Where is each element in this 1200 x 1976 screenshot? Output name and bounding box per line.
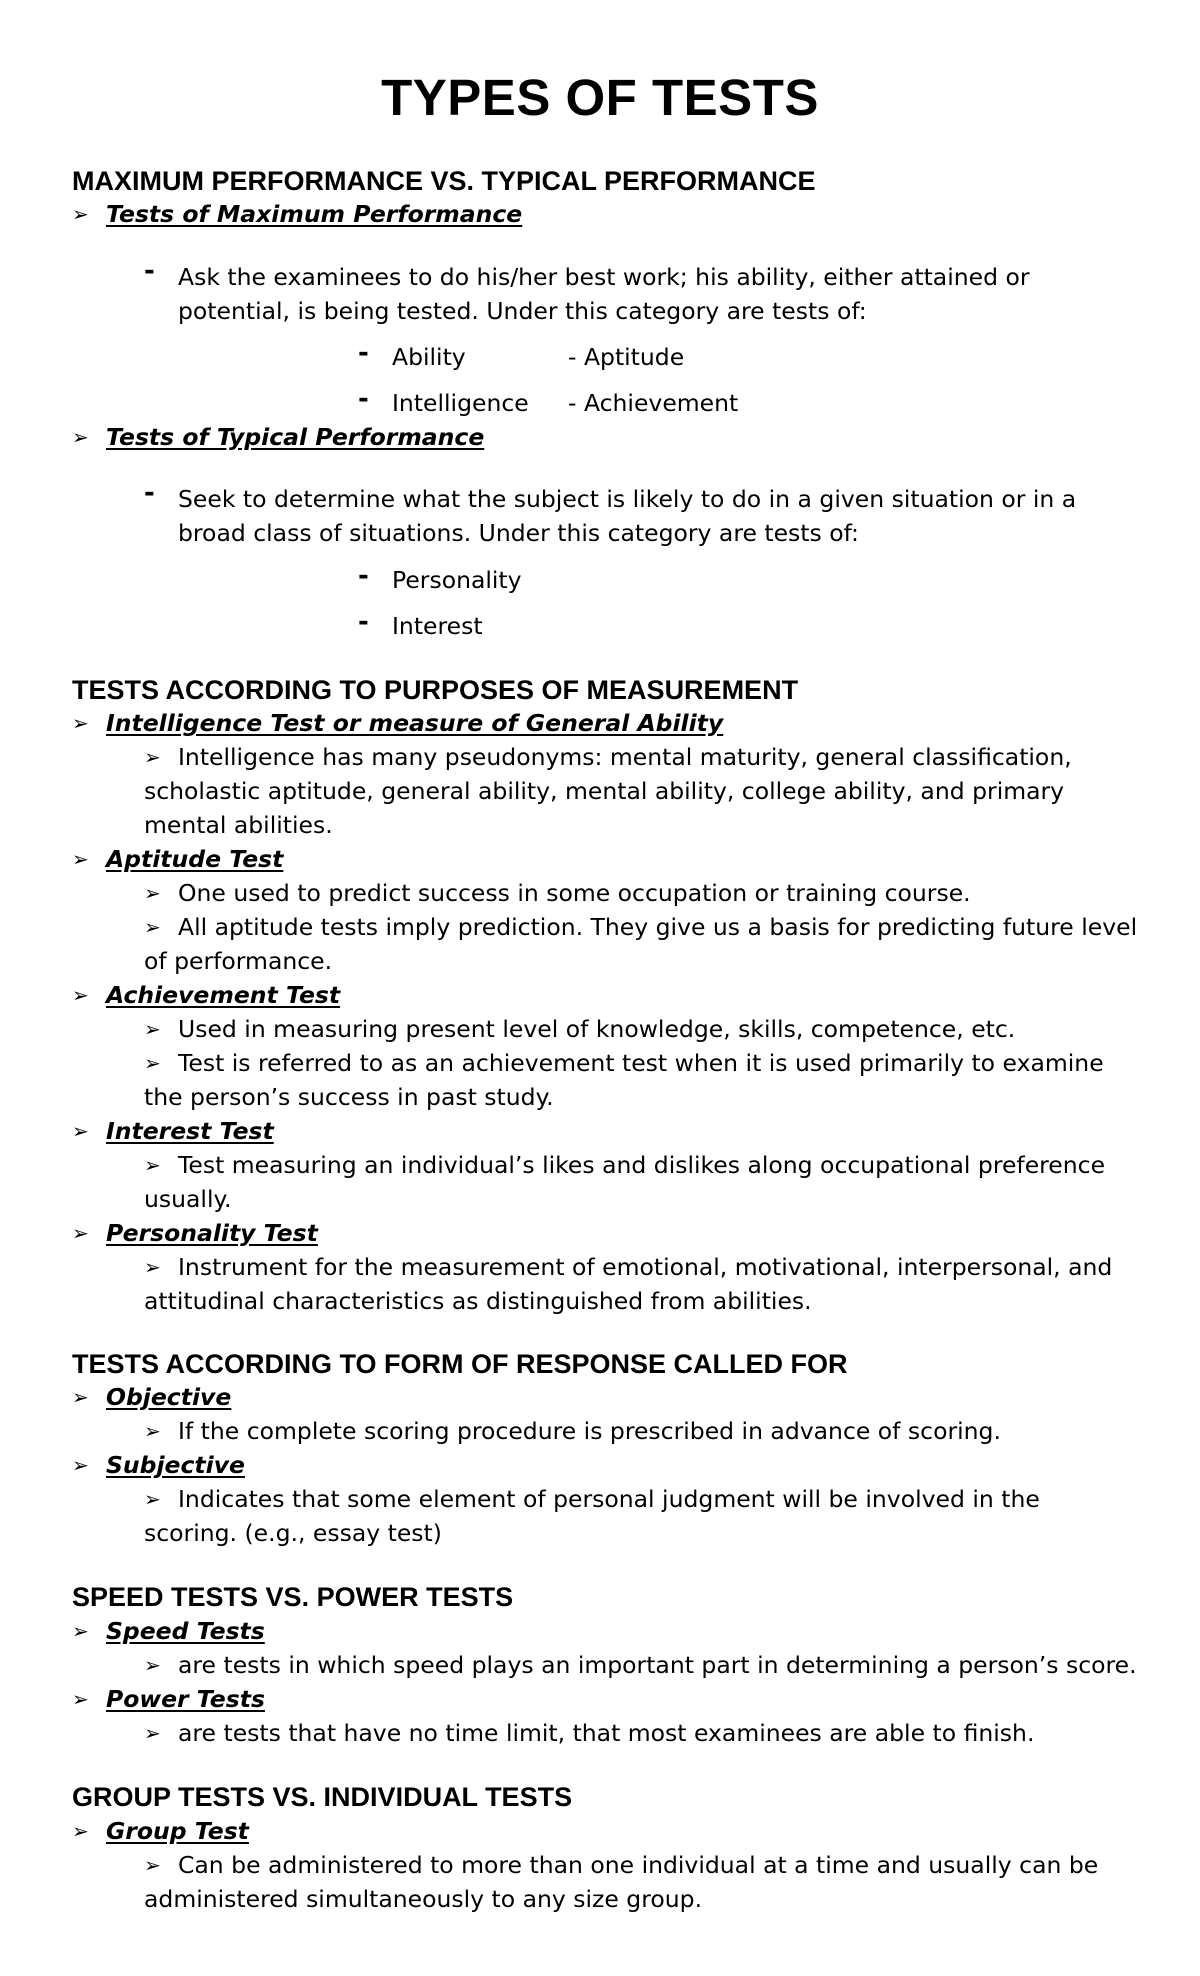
arrowhead-bullet-icon: ➢ bbox=[72, 1385, 89, 1409]
category-label: Achievement Test bbox=[106, 981, 341, 1009]
arrowhead-bullet-icon: ➢ bbox=[144, 1721, 161, 1745]
page-title: TYPES OF TESTS bbox=[381, 69, 819, 126]
section-heading-group-individual: GROUP TESTS VS. INDIVIDUAL TESTS bbox=[72, 1782, 573, 1812]
category-label: Tests of Typical Performance bbox=[106, 423, 485, 451]
arrowhead-bullet-icon: ➢ bbox=[144, 915, 161, 939]
arrowhead-bullet-icon: ➢ bbox=[72, 1687, 89, 1711]
bullet-item: ➢ Indicates that some element of personal judgment will be involved in the scoring. (e.g., essay test) bbox=[144, 1482, 1138, 1550]
dash-bullet-icon: - bbox=[358, 384, 369, 414]
bullet-item: ➢ Test is referred to as an achievement test when it is used primarily to examine the person’s success in past study. bbox=[144, 1046, 1138, 1114]
arrowhead-bullet-icon: ➢ bbox=[72, 983, 89, 1007]
category-label: Intelligence Test or measure of General Ability bbox=[106, 709, 724, 737]
category-label: Power Tests bbox=[106, 1685, 265, 1713]
category-label: Personality Test bbox=[106, 1219, 318, 1247]
sub-item: - Aptitude bbox=[568, 343, 685, 371]
category-label: Interest Test bbox=[106, 1117, 274, 1145]
arrowhead-bullet-icon: ➢ bbox=[144, 1487, 161, 1511]
arrowhead-bullet-icon: ➢ bbox=[72, 425, 89, 449]
arrowhead-bullet-icon: ➢ bbox=[144, 1153, 161, 1177]
arrowhead-bullet-icon: ➢ bbox=[72, 711, 89, 735]
bullet-item: ➢ are tests that have no time limit, that most examinees are able to finish. bbox=[144, 1716, 1138, 1750]
arrowhead-bullet-icon: ➢ bbox=[144, 1017, 161, 1041]
bullet-item: ➢ Intelligence has many pseudonyms: mental maturity, general classification, scholastic aptitude, general ability, mental ability, college ability, and primary mental abilities. bbox=[144, 740, 1138, 842]
arrowhead-bullet-icon: ➢ bbox=[72, 1453, 89, 1477]
category-label: Group Test bbox=[106, 1817, 249, 1845]
arrowhead-bullet-icon: ➢ bbox=[144, 1255, 161, 1279]
section-heading-max-typical: MAXIMUM PERFORMANCE VS. TYPICAL PERFORMANCE bbox=[72, 166, 816, 196]
bullet-item: ➢ Used in measuring present level of knowledge, skills, competence, etc. bbox=[144, 1012, 1138, 1046]
section-heading-purposes: TESTS ACCORDING TO PURPOSES OF MEASUREMENT bbox=[72, 675, 799, 705]
arrowhead-bullet-icon: ➢ bbox=[144, 1051, 161, 1075]
arrowhead-bullet-icon: ➢ bbox=[144, 1853, 161, 1877]
dash-item bbox=[144, 478, 1138, 550]
section-heading-form-of-response: TESTS ACCORDING TO FORM OF RESPONSE CALLED FOR bbox=[72, 1349, 848, 1379]
category-label: Objective bbox=[106, 1383, 232, 1411]
category-label: Subjective bbox=[106, 1451, 245, 1479]
arrowhead-bullet-icon: ➢ bbox=[144, 881, 161, 905]
category-label: Aptitude Test bbox=[106, 845, 284, 873]
bullet-item: ➢ All aptitude tests imply prediction. They give us a basis for predicting future level of performance. bbox=[144, 910, 1138, 978]
bullet-item: ➢ Instrument for the measurement of emotional, motivational, interpersonal, and attitudinal characteristics as distinguished from abilities. bbox=[144, 1250, 1138, 1318]
dash-bullet-icon: - bbox=[358, 607, 369, 637]
arrowhead-bullet-icon: ➢ bbox=[72, 1619, 89, 1643]
dash-bullet-icon: - bbox=[358, 561, 369, 591]
description-text: Seek to determine what the subject is likely to do in a given situation or in a broad class of situations. Under this category are tests of: bbox=[178, 485, 1077, 547]
arrowhead-bullet-icon: ➢ bbox=[144, 1419, 161, 1443]
dash-bullet-icon: - bbox=[358, 338, 369, 368]
dash-bullet-icon: - bbox=[144, 478, 155, 508]
arrowhead-bullet-icon: ➢ bbox=[144, 745, 161, 769]
document-page: TYPES OF TESTS MAXIMUM PERFORMANCE VS. TYPICAL PERFORMANCE ➢ Tests of Maximum Performance - Ask the examinees to do his/her best work; his ability, either attained or potential, is being tested. Under this category are tests of: - Ability - Aptitude - Intelligence - Achievement ➢ Tests of Typical Performance - Seek to determine what the subject is likely to do in a given situation or in a broad class of situations. Under this category are tests of: - Personality - Interest TESTS ACCORDING TO PURPOSES OF MEASUREMENT ➢ Intelligence Test or measure of General Ability ➢ Intelligence has many pseudonyms: mental maturity, general classification, scholastic aptitude, general ability, mental ability, college ability, and primary mental abilities. ➢ Aptitude Test ➢ One used to predict success in some occupation or training course. ➢ All aptitude tests imply prediction. They give us a basis for predicting future level of performance. ➢ Achievement Test ➢ Used in measuring present level of knowledge, skills, competence, etc. ➢ Test is referred to as an achievement test when it is used primarily to examine the person’s success in past study. ➢ Interest Test ➢ Test measuring an individual’s likes and dislikes along occupational preference usually. ➢ Personality Test ➢ Instrument for the measurement of emotional, motivational, interpersonal, and attitudinal characteristics as distinguished from abilities. TESTS ACCORDING TO FORM OF RESPONSE CALLED FOR ➢ Objective ➢ If the complete scoring procedure is prescribed in advance of scoring. ➢ Subjective ➢ Indicates that some element of personal judgment will be involved in the scoring. (e.g., essay test) SPEED TESTS VS. POWER TESTS ➢ Speed Tests ➢ are tests in which speed plays an important part in determining a person’s score. ➢ Power Tests ➢ are tests that have no time limit, that most examinees are able to finish. GROUP TESTS VS. INDIVIDUAL TESTS ➢ Group Test ➢ Can be administered to more than one individual at a time and usually can be administered simultaneously to any size group. bbox=[0, 0, 1200, 1976]
section-heading-speed-power: SPEED TESTS VS. POWER TESTS bbox=[72, 1582, 514, 1612]
bullet-item: ➢ If the complete scoring procedure is prescribed in advance of scoring. bbox=[144, 1414, 1138, 1448]
description-text: Ask the examinees to do his/her best work; his ability, either attained or potential, is being tested. Under this category are tests of: bbox=[178, 263, 1030, 325]
bullet-item: ➢ Test measuring an individual’s likes and dislikes along occupational preference usually. bbox=[144, 1148, 1138, 1216]
dash-bullet-icon: - bbox=[144, 256, 155, 286]
category-label: Speed Tests bbox=[106, 1617, 265, 1645]
bullet-item: ➢ are tests in which speed plays an important part in determining a person’s score. bbox=[144, 1648, 1138, 1682]
category-label: Tests of Maximum Performance bbox=[106, 200, 523, 228]
arrowhead-bullet-icon: ➢ bbox=[144, 1653, 161, 1677]
arrowhead-bullet-icon: ➢ bbox=[72, 847, 89, 871]
arrowhead-bullet-icon: ➢ bbox=[72, 1221, 89, 1245]
bullet-item: ➢ One used to predict success in some occupation or training course. bbox=[144, 876, 1138, 910]
arrowhead-bullet-icon: ➢ bbox=[72, 1119, 89, 1143]
arrowhead-bullet-icon: ➢ bbox=[72, 202, 89, 226]
sub-item: - Achievement bbox=[568, 389, 739, 417]
dash-item bbox=[144, 256, 1138, 328]
arrowhead-bullet-icon: ➢ bbox=[72, 1819, 89, 1843]
bullet-item: ➢ Can be administered to more than one individual at a time and usually can be administered simultaneously to any size group. bbox=[144, 1848, 1138, 1916]
